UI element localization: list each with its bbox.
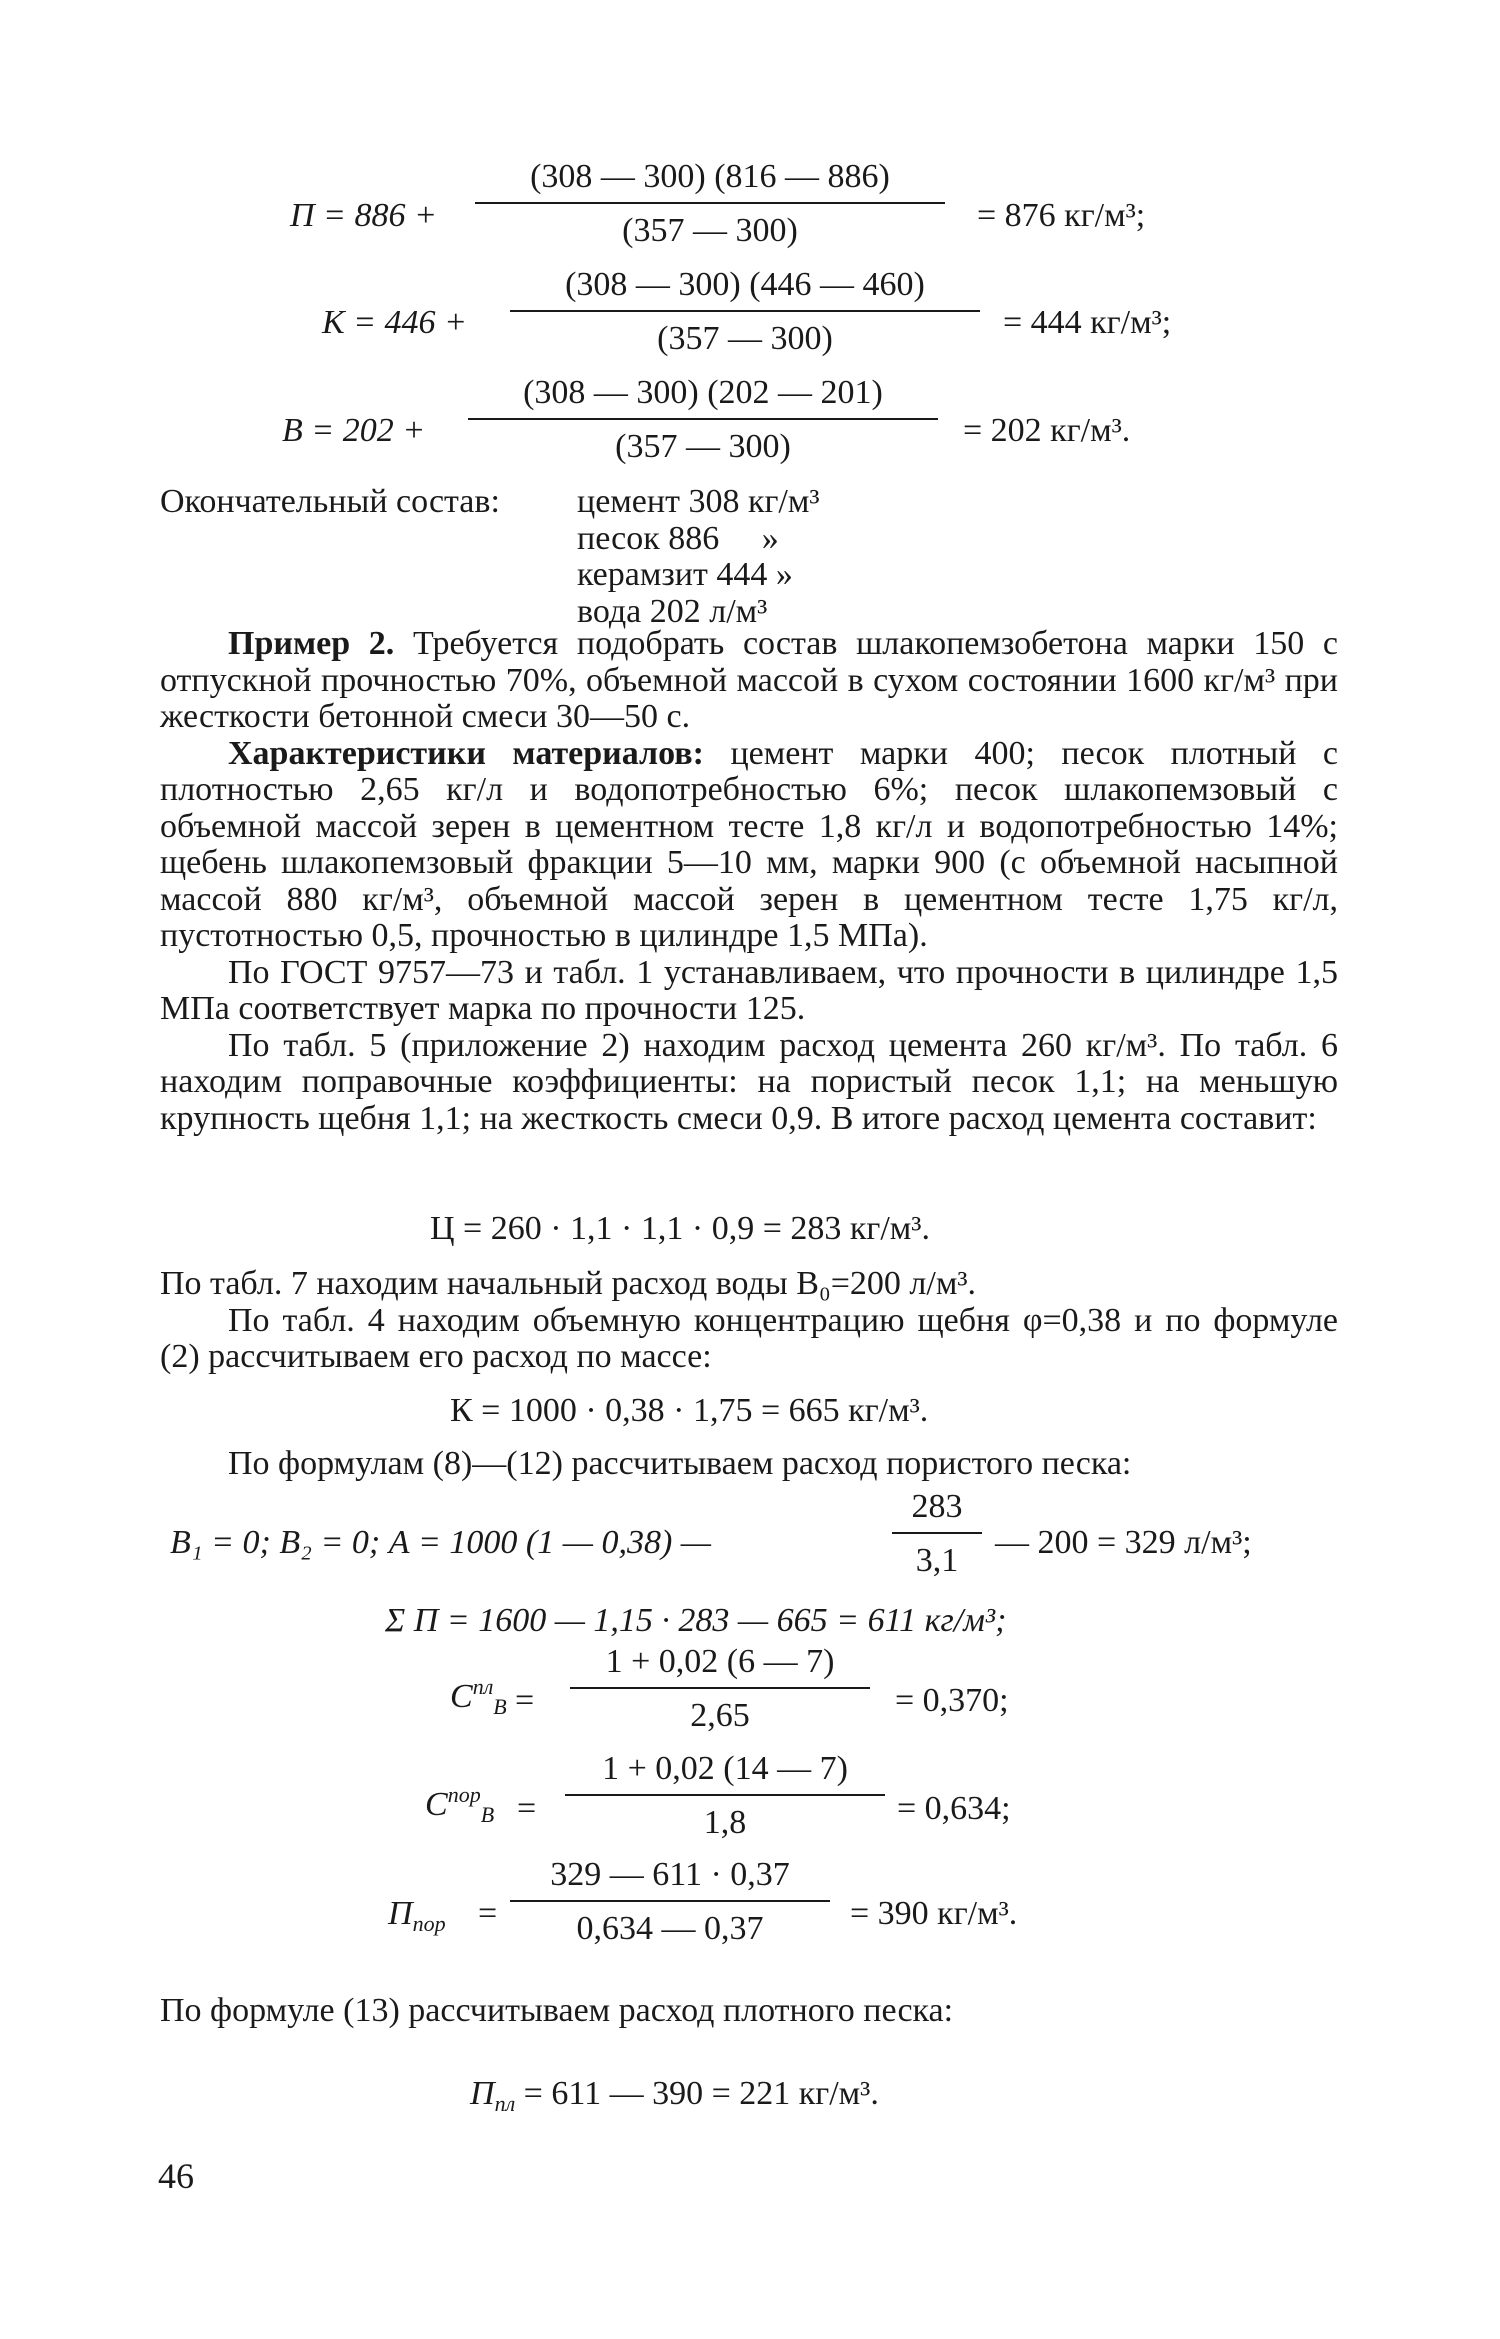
- numerator: (308 — 300) (816 — 886): [530, 158, 890, 195]
- symbol: П: [470, 2075, 495, 2112]
- formula-rhs: — 200 = 329 л/м³;: [995, 1524, 1252, 1561]
- denominator: (357 — 300): [615, 428, 791, 465]
- formula-rhs: = 202 кг/м³.: [963, 412, 1131, 449]
- subscript: пор: [412, 1911, 446, 1936]
- subscript: B: [480, 1802, 495, 1827]
- numerator: (308 — 300) (446 — 460): [565, 266, 925, 303]
- superscript: пл: [472, 1674, 494, 1699]
- formulas-paragraph: По формулам (8)—(12) рассчитываем расход пористого песка:: [228, 1445, 1132, 1482]
- denominator: 2,65: [690, 1697, 750, 1734]
- dense-sand-equation: [470, 2075, 879, 2116]
- body-text-block: [160, 626, 1338, 1137]
- composition-item: цемент 308 кг/м³: [577, 483, 820, 520]
- equals-sign: =: [478, 1895, 498, 1932]
- formula-lhs: В₁ = 0; В₂ = 0; А = 1000 (1 — 0,38) —: [170, 1524, 712, 1561]
- composition-item: вода 202 л/м³: [577, 592, 768, 630]
- formula-lhs: К = 446 +: [322, 304, 467, 341]
- equals-sign: =: [517, 1790, 537, 1827]
- example2-text: Требуется подобрать состав шлакопемзобетона марки 150 с отпускной прочностью 70%, объемной массой в сухом состоянии 1600 кг/м³ при жесткости бетонной смеси 30—50 с.: [160, 625, 1339, 735]
- composition-item: песок 886 »: [577, 519, 779, 557]
- body-text-block: [160, 1446, 1338, 1483]
- superscript: пор: [447, 1782, 481, 1807]
- formula-fraction: [510, 1858, 830, 1946]
- formula-rhs: = 611 — 390 = 221 кг/м³.: [523, 2075, 879, 2112]
- numerator: 283: [911, 1488, 963, 1525]
- numerator: 329 — 611 · 0,37: [550, 1856, 790, 1893]
- final-composition-label: Окончательный состав:: [160, 483, 500, 520]
- cement-equation: Ц = 260 · 1,1 · 1,1 · 0,9 = 283 кг/м³.: [430, 1210, 930, 1247]
- final-composition-list: [577, 484, 820, 630]
- sum-sand-equation: Σ П = 1600 — 1,15 · 283 — 665 = 611 кг/м³;: [385, 1602, 1007, 1639]
- formula13-paragraph: По формуле (13) рассчитываем расход плотного песка:: [160, 1992, 954, 2029]
- formula-rhs: = 444 кг/м³;: [1003, 304, 1172, 341]
- formula-rhs: = 0,370;: [895, 1682, 1009, 1719]
- formula-lhs: [425, 1782, 495, 1827]
- example2-heading: Пример 2.: [228, 625, 395, 662]
- table4-paragraph: По табл. 4 находим объемную концентрацию щебня φ=0,38 и по формуле (2) рассчитываем его расход по массе:: [160, 1301, 1338, 1375]
- composition-item: керамзит 444 »: [577, 556, 793, 593]
- example2-paragraph: [160, 626, 1338, 736]
- formula-fraction: [570, 1645, 870, 1733]
- symbol: C: [425, 1786, 448, 1823]
- body-text-block: [160, 1993, 1338, 2030]
- numerator: 1 + 0,02 (6 — 7): [605, 1643, 835, 1680]
- formula-fraction: [510, 268, 980, 356]
- gost-paragraph: По ГОСТ 9757—73 и табл. 1 устанавливаем, что прочности в цилиндре 1,5 МПа соответствует марка по прочности 125.: [160, 953, 1338, 1027]
- numerator: (308 — 300) (202 — 201): [523, 374, 883, 411]
- formula-fraction: [892, 1490, 982, 1578]
- gravel-equation: К = 1000 · 0,38 · 1,75 = 665 кг/м³.: [450, 1392, 929, 1429]
- formula-rhs: = 0,634;: [897, 1790, 1011, 1827]
- formula-lhs: [388, 1895, 446, 1936]
- symbol: C: [450, 1678, 473, 1715]
- materials-paragraph: [160, 736, 1338, 955]
- numerator: 1 + 0,02 (14 — 7): [602, 1750, 848, 1787]
- materials-heading: Характеристики материалов:: [228, 734, 704, 772]
- formula-lhs: В = 202 +: [282, 412, 426, 449]
- equals-sign: =: [515, 1682, 535, 1719]
- body-text-block: [160, 1266, 1338, 1376]
- formula-lhs: [450, 1674, 507, 1719]
- denominator: (357 — 300): [657, 320, 833, 357]
- formula-fraction: [565, 1752, 885, 1840]
- denominator: 3,1: [915, 1542, 959, 1579]
- subscript: пл: [494, 2091, 516, 2116]
- table5-paragraph: По табл. 5 (приложение 2) находим расход цемента 260 кг/м³. По табл. 6 находим поправочные коэффициенты: на пористый песок 1,1; на меньшую крупность щебня 1,1; на жесткость смеси 0,9. В итоге расход цемента составит:: [160, 1026, 1338, 1137]
- denominator: 1,8: [703, 1804, 747, 1841]
- formula-fraction: [475, 160, 945, 248]
- formula-rhs: = 390 кг/м³.: [850, 1895, 1018, 1932]
- page-number: 46: [158, 2156, 194, 2196]
- subscript: B: [493, 1694, 507, 1719]
- formula-fraction: [468, 376, 938, 464]
- table7-paragraph: По табл. 7 находим начальный расход воды В₀=200 л/м³.: [160, 1265, 977, 1302]
- formula-lhs: П = 886 +: [290, 197, 437, 234]
- denominator: (357 — 300): [622, 212, 798, 249]
- symbol: П: [388, 1895, 413, 1932]
- denominator: 0,634 — 0,37: [576, 1910, 764, 1947]
- materials-text: цемент марки 400; песок плотный с плотностью 2,65 кг/л и водопотребностью 6%; песок шлакопемзовый с объемной массой зерен в цементном тесте 1,8 кг/л и водопотребностью 14%; щебень шлакопемзовый фракции 5—10 мм, марки 900 (с объемной насыпной массой 880 кг/м³, объемной массой зерен в цементном тесте 1,75 кг/л, пустотностью 0,5, прочностью в цилиндре 1,5 МПа).: [160, 734, 1339, 954]
- formula-rhs: = 876 кг/м³;: [977, 197, 1146, 234]
